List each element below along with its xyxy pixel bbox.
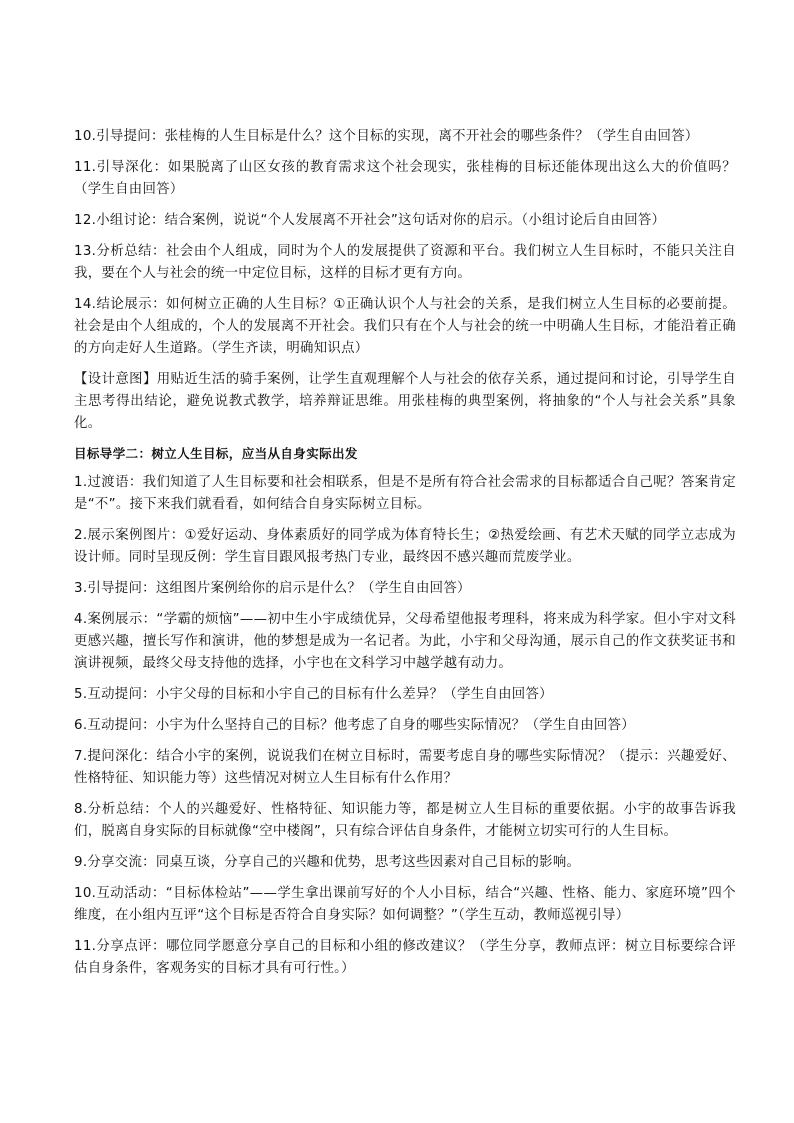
paragraph-step-11: 11.引导深化：如果脱离了山区女孩的教育需求这个社会现实，张桂梅的目标还能体现出这么大的价值吗？（学生自由回答）	[74, 160, 736, 197]
paragraph-step-4: 4.案例展示：“学霸的烦恼”——初中生小宇成绩优异，父母希望他报考理科，将来成为科学家。但小宇对文科更感兴趣，擅长写作和演讲，他的梦想是成为一名记者。为此，小宇和父母沟通，展示自己的作文获奖证书和演讲视频，最终父母支持他的选择，小宇也在文科学习中越学越有动力。	[74, 612, 736, 671]
paragraph-step-3: 3.引导提问：这组图片案例给你的启示是什么？（学生自由回答）	[74, 581, 471, 596]
paragraph-step-14: 14.结论展示：如何树立正确的人生目标？①正确认识个人与社会的关系，是我们树立人生目标的必要前提。社会是由个人组成的，个人的发展离不开社会。我们只有在个人与社会的统一中明确人生目标，才能沿着正确的方向走好人生道路。（学生齐读，明确知识点）	[74, 297, 736, 356]
paragraph-step-8: 8.分析总结：个人的兴趣爱好、性格特征、知识能力等，都是树立人生目标的重要依据。小宇的故事告诉我们，脱离自身实际的目标就像“空中楼阁”，只有综合评估自身条件，才能树立切实可行的人生目标。	[74, 802, 736, 839]
paragraph-step-5: 5.互动提问：小宇父母的目标和小宇自己的目标有什么差异？（学生自由回答）	[74, 687, 553, 702]
paragraph-step-7: 7.提问深化：结合小宇的案例，说说我们在树立目标时，需要考虑自身的哪些实际情况？（提示：兴趣爱好、性格特征、知识能力等）这些情况对树立人生目标有什么作用？	[74, 749, 736, 786]
paragraph-step-1: 1.过渡语：我们知道了人生目标要和社会相联系，但是不是所有符合社会需求的目标都适合自己呢？答案肯定是“不”。接下来我们就看看，如何结合自身实际树立目标。	[74, 475, 736, 512]
document-page	[74, 126, 736, 989]
paragraph-step-13: 13.分析总结：社会由个人组成，同时为个人的发展提供了资源和平台。我们树立人生目标时，不能只关注自我，要在个人与社会的统一中定位目标，这样的目标才更有方向。	[74, 244, 736, 281]
paragraph-step-10b: 10.互动活动：“目标体检站”——学生拿出课前写好的个人小目标，结合“兴趣、性格、能力、家庭环境”四个维度，在小组内互评“这个目标是否符合自身实际？如何调整？”（学生互动，教师巡视引导）	[74, 886, 736, 923]
paragraph-step-10: 10.引导提问：张桂梅的人生目标是什么？这个目标的实现，离不开社会的哪些条件？（学生自由回答）	[74, 129, 699, 144]
design-intent-paragraph: 【设计意图】用贴近生活的骑手案例，让学生直观理解个人与社会的依存关系，通过提问和讨论，引导学生自主思考得出结论，避免说教式教学，培养辩证思维。用张桂梅的典型案例，将抽象的“个人与社会关系”具象化。	[74, 372, 736, 431]
paragraph-step-6: 6.互动提问：小宇为什么坚持自己的目标？他考虑了自身的哪些实际情况？（学生自由回答）	[74, 718, 635, 733]
paragraph-step-12: 12.小组讨论：结合案例，说说“个人发展离不开社会”这句话对你的启示。（小组讨论后自由回答）	[74, 213, 666, 228]
paragraph-step-9: 9.分享交流：同桌互谈，分享自己的兴趣和优势，思考这些因素对自己目标的影响。	[74, 855, 581, 870]
paragraph-step-2: 2.展示案例图片：①爱好运动、身体素质好的同学成为体育特长生；②热爱绘画、有艺术天赋的同学立志成为设计师。同时呈现反例：学生盲目跟风报考热门专业，最终因不感兴趣而荒废学业。	[74, 528, 736, 565]
paragraph-step-11b: 11.分享点评：哪位同学愿意分享自己的目标和小组的修改建议？（学生分享，教师点评：树立目标要综合评估自身条件，客观务实的目标才具有可行性。）	[74, 939, 736, 976]
section-heading: 目标导学二：树立人生目标，应当从自身实际出发	[74, 446, 358, 461]
